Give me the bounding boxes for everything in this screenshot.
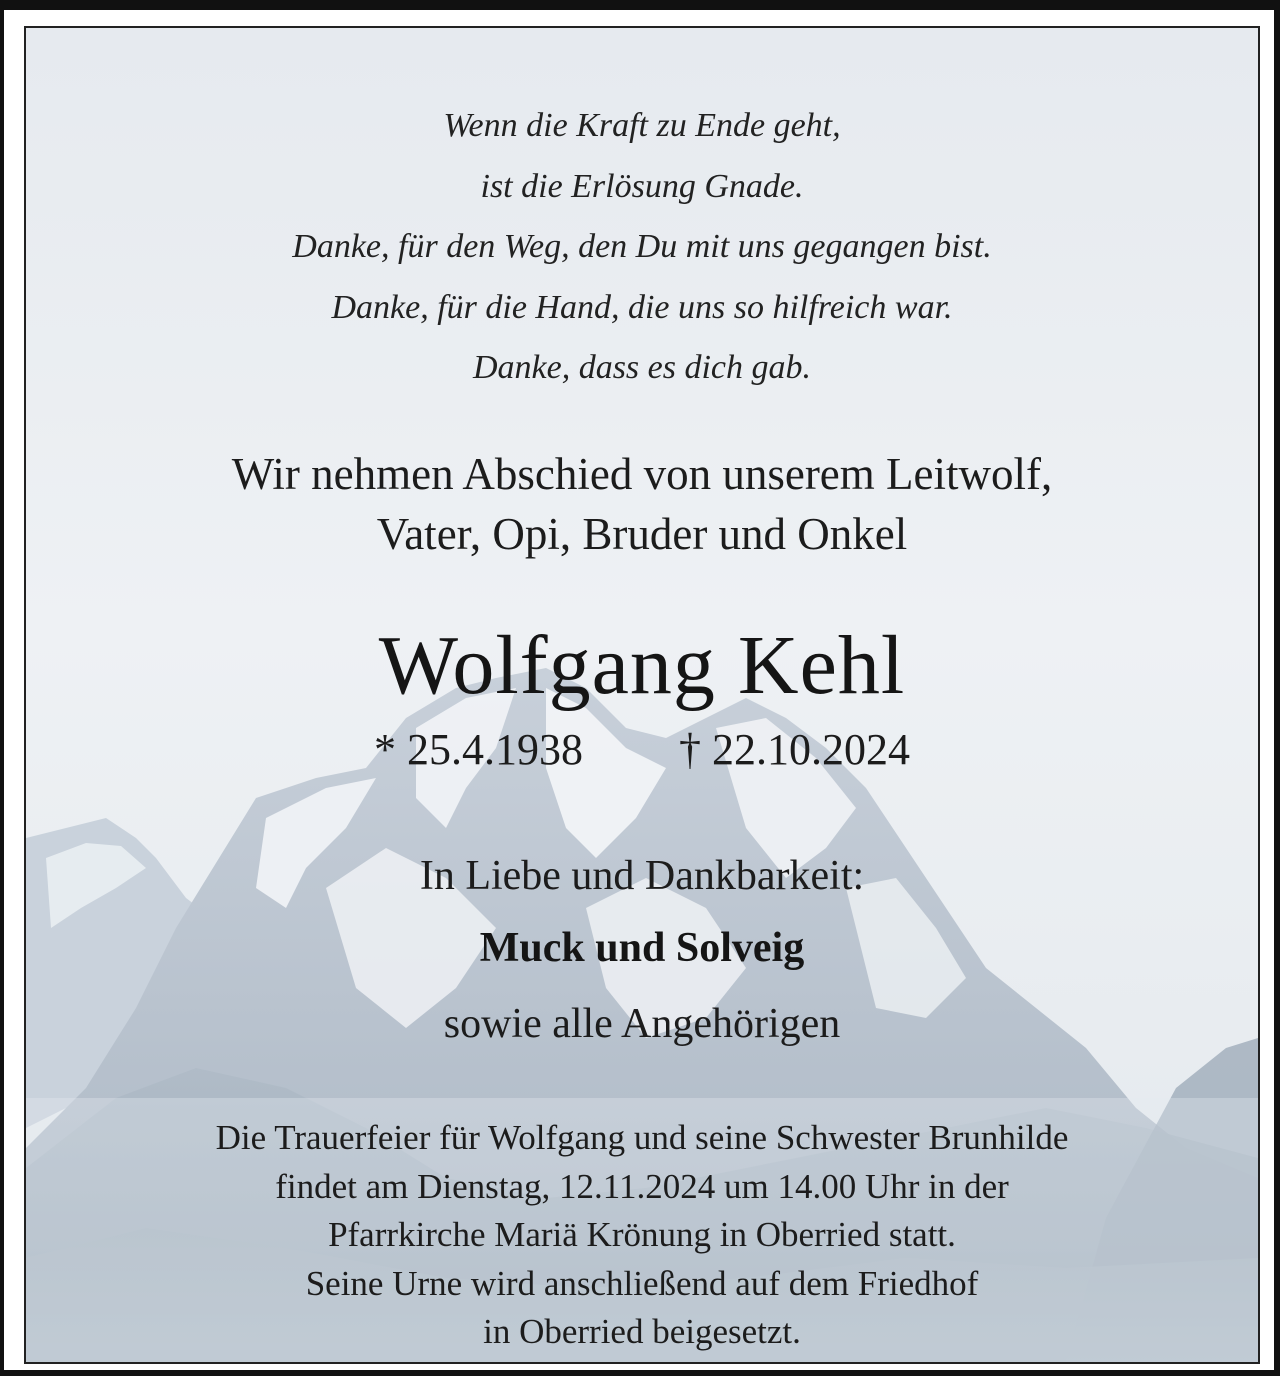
poem-line: Danke, für den Weg, den Du mit uns gegangen bist. [292, 228, 992, 265]
info-line: Die Trauerfeier für Wolfgang und seine Schwester Brunhilde [215, 1118, 1069, 1157]
info-line: in Oberried beigesetzt. [483, 1312, 801, 1351]
poem-line: Danke, dass es dich gab. [472, 349, 812, 386]
death-date: † 22.10.2024 [679, 725, 910, 774]
notice-content [26, 28, 1258, 1362]
birth-date: * 25.4.1938 [374, 725, 583, 774]
farewell-intro [26, 444, 1258, 564]
memorial-poem [26, 96, 1258, 399]
funeral-service-info [26, 1114, 1258, 1357]
info-line: Seine Urne wird anschließend auf dem Friedhof [305, 1263, 979, 1303]
intro-line: Vater, Opi, Bruder und Onkel [376, 509, 908, 559]
poem-line: Wenn die Kraft zu Ende geht, [443, 107, 841, 144]
info-line: findet am Dienstag, 12.11.2024 um 14.00 Uhr in der [275, 1166, 1009, 1206]
deceased-name: Wolfgang Kehl [378, 619, 906, 712]
mourners-names: Muck und Solveig [479, 925, 805, 971]
poem-line: ist die Erlösung Gnade. [480, 167, 804, 205]
life-dates [26, 722, 1258, 778]
mourners-others: sowie alle Angehörigen [443, 1001, 841, 1047]
mourners-heading: In Liebe und Dankbarkeit: [419, 853, 865, 899]
info-line: Pfarrkirche Mariä Krönung in Oberried statt. [328, 1215, 956, 1254]
inner-frame [24, 26, 1260, 1364]
intro-line: Wir nehmen Abschied von unserem Leitwolf, [231, 449, 1053, 499]
poem-line: Danke, für die Hand, die uns so hilfreich war. [331, 288, 953, 326]
